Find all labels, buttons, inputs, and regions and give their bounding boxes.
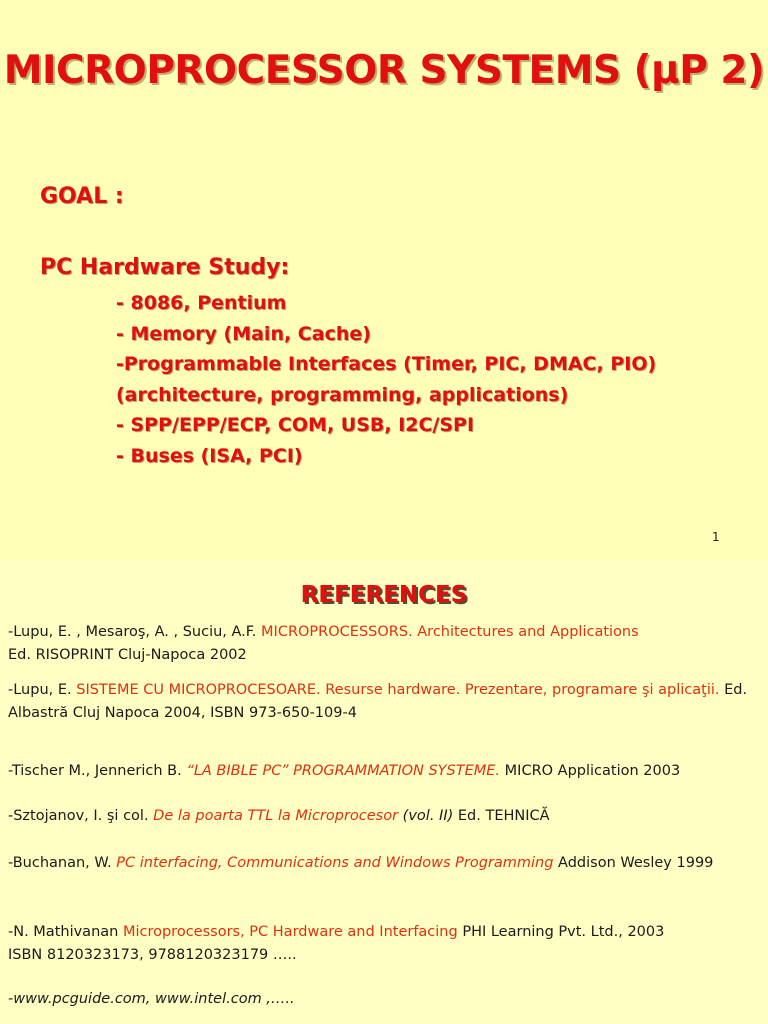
reference-item	[8, 988, 764, 1011]
reference-work: PC interfacing, Communications and Windows Programming	[116, 855, 554, 871]
reference-authors: -Buchanan, W.	[8, 855, 117, 871]
reference-publisher: Addison Wesley 1999	[553, 855, 714, 871]
reference-authors: -N. Mathivanan	[8, 924, 123, 940]
list-item: - 8086, Pentium	[116, 292, 287, 314]
list-item: - Buses (ISA, PCI)	[116, 444, 303, 467]
list-item: (architecture, programming, applications)	[116, 383, 569, 406]
reference-volume: (vol. II)	[398, 808, 454, 824]
reference-websites: -www.pcguide.com, www.intel.com ,…..	[8, 991, 295, 1007]
reference-item	[8, 921, 764, 967]
page-number: 1	[712, 530, 720, 544]
reference-work: “LA BIBLE PC” PROGRAMMATION SYSTEME.	[186, 763, 501, 779]
hardware-study-heading: PC Hardware Study:	[40, 255, 290, 280]
reference-authors: -Lupu, E.	[8, 682, 77, 698]
reference-work: De la poarta TTL la Microprocesor	[153, 808, 399, 824]
hardware-topic-list	[116, 288, 656, 471]
reference-item	[8, 760, 764, 783]
reference-item	[8, 852, 764, 875]
reference-item	[8, 679, 764, 725]
reference-work: SISTEME CU MICROPROCESOARE. Resurse hardware. Prezentare, programare şi aplicaţii.	[76, 682, 720, 698]
reference-publisher: Ed. TEHNICĂ	[453, 808, 550, 824]
list-item: -Programmable Interfaces (Timer, PIC, DMAC, PIO)	[116, 353, 657, 375]
list-item: - Memory (Main, Cache)	[116, 322, 371, 345]
reference-authors: -Lupu, E. , Mesaroş, A. , Suciu, A.F.	[8, 624, 262, 640]
reference-publisher: PHI Learning Pvt. Ltd., 2003	[457, 924, 665, 940]
reference-publisher: Ed. RISOPRINT Cluj-Napoca 2002	[8, 647, 247, 663]
reference-item	[8, 805, 764, 828]
goal-heading: GOAL :	[40, 184, 124, 209]
references-heading: REFERENCES	[300, 582, 468, 608]
reference-work: MICROPROCESSORS. Architectures and Applications	[261, 624, 639, 640]
reference-publisher: MICRO Application 2003	[500, 763, 681, 779]
slide-title: MICROPROCESSOR SYSTEMS (µP 2)	[3, 48, 765, 93]
reference-authors: -Sztojanov, I. şi col.	[8, 808, 154, 824]
reference-authors: -Tischer M., Jennerich B.	[8, 763, 187, 779]
reference-item	[8, 621, 764, 667]
reference-isbn: ISBN 8120323173, 9788120323179 …..	[8, 947, 297, 963]
reference-work: Microprocessors, PC Hardware and Interfacing	[122, 924, 458, 940]
reference-publisher: Ed. Albastră Cluj Napoca 2004, ISBN 973-650-109-4	[8, 682, 748, 721]
slide-2	[0, 560, 768, 1024]
list-item: - SPP/EPP/ECP, COM, USB, I2C/SPI	[116, 414, 475, 436]
